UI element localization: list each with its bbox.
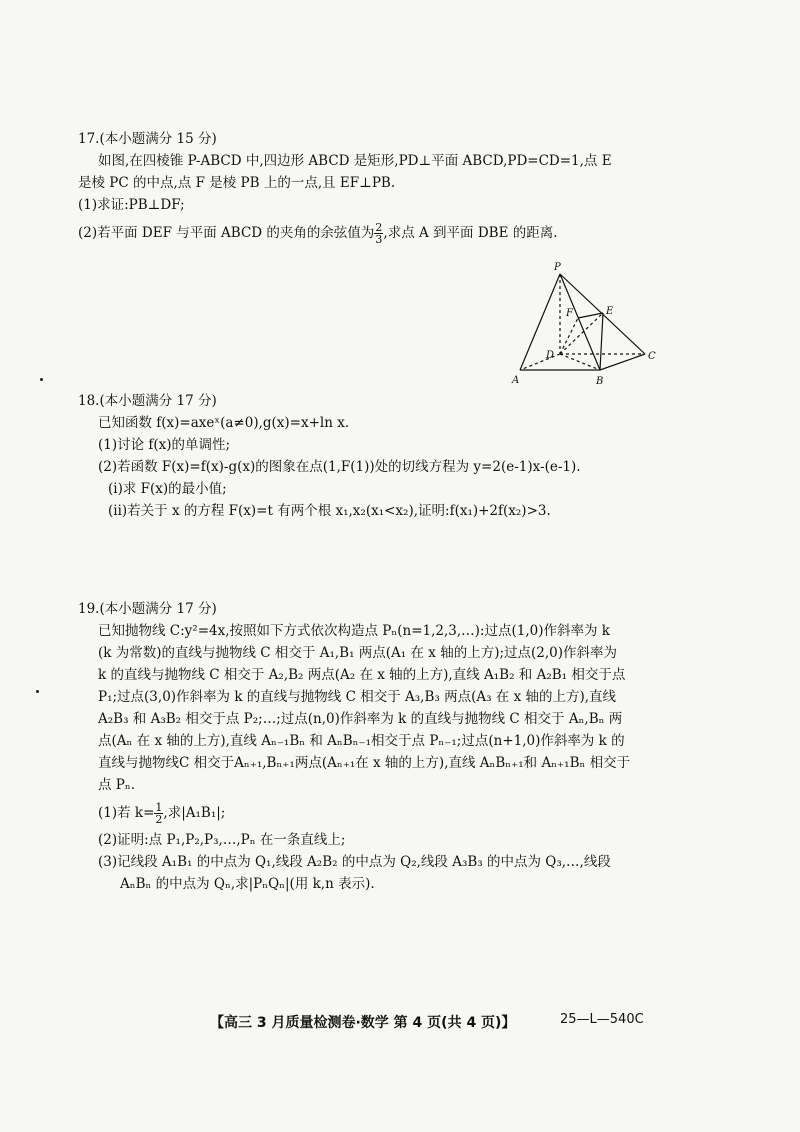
q19-header: 19.(本小题满分 17 分)	[78, 601, 217, 617]
question-18	[78, 390, 678, 522]
exam-code: 25—L—540C	[560, 1012, 644, 1027]
q19-frac-den: 2	[155, 813, 163, 826]
q19-body-line-4: P₁;过点(3,0)作斜率为 k 的直线与抛物线 C 相交于 A₃,B₃ 两点(A₃ 在 x 轴的上方),直线	[98, 689, 617, 705]
q19-body-line-1: 已知抛物线 C:y²=4x,按照如下方式依次构造点 Pₙ(n=1,2,3,…):过点(1,0)作斜率为 k	[98, 623, 610, 639]
q17-header: 17.(本小题满分 15 分)	[78, 131, 217, 147]
q17-body-line-1: 如图,在四棱锥 P-ABCD 中,四边形 ABCD 是矩形,PD⊥平面 ABCD,PD=CD=1,点 E	[98, 153, 612, 169]
label-D: D	[546, 350, 555, 361]
edge-EB	[600, 313, 603, 370]
q19-body-line-5: A₂B₃ 和 A₃B₂ 相交于点 P₂;…;过点(n,0)作斜率为 k 的直线与抛物线 C 相交于 Aₙ,Bₙ 两	[98, 711, 623, 727]
q19-part-3-line-1: (3)记线段 A₁B₁ 的中点为 Q₁,线段 A₂B₂ 的中点为 Q₂,线段 A₃B₃ 的中点为 Q₃,…,线段	[98, 854, 611, 870]
q17-part-2-text: (2)若平面 DEF 与平面 ABCD 的夹角的余弦值为	[78, 225, 375, 241]
edge-DF	[560, 318, 578, 354]
q17-part-2-tail: ,求点 A 到平面 DBE 的距离.	[383, 225, 558, 241]
question-17	[78, 128, 678, 245]
q19-body-line-8: 点 Pₙ.	[98, 777, 136, 793]
scan-speck	[36, 690, 39, 693]
q18-line-2: (1)讨论 f(x)的单调性;	[98, 437, 231, 453]
q19-part-1-text: (1)若 k=	[98, 805, 155, 821]
label-E: E	[606, 306, 614, 317]
page-footer-title: 【高三 3 月质量检测卷·数学 第 4 页(共 4 页)】	[210, 1015, 516, 1031]
label-A: A	[512, 375, 520, 386]
label-C: C	[648, 351, 656, 362]
q19-part-2: (2)证明:点 P₁,P₂,P₃,…,Pₙ 在一条直线上;	[98, 832, 346, 848]
q19-part-3-line-2: AₙBₙ 的中点为 Qₙ,求|PₙQₙ|(用 k,n 表示).	[120, 876, 375, 892]
pyramid-figure	[500, 258, 670, 390]
edge-DE	[560, 313, 603, 354]
q17-body-line-2: 是棱 PC 的中点,点 F 是棱 PB 上的一点,且 EF⊥PB.	[78, 175, 396, 191]
question-19	[78, 598, 678, 895]
edge-PB	[560, 274, 600, 370]
q19-part-1-tail: ,求|A₁B₁|;	[163, 805, 226, 821]
q19-body-line-6: 点(Aₙ 在 x 轴的上方),直线 Aₙ₋₁Bₙ 和 AₙBₙ₋₁相交于点 Pₙ₋₁;过点(n+1,0)作斜率为 k 的	[98, 733, 625, 749]
q19-body-line-2: (k 为常数)的直线与抛物线 C 相交于 A₁,B₁ 两点(A₁ 在 x 轴的上方);过点(2,0)作斜率为	[98, 645, 618, 661]
q18-line-4: (ⅰ)求 F(x)的最小值;	[108, 481, 227, 497]
label-F: F	[566, 308, 573, 319]
q19-frac-num: 1	[155, 801, 163, 814]
q19-part-1	[78, 802, 678, 825]
q19-body-line-3: k 的直线与抛物线 C 相交于 A₂,B₂ 两点(A₂ 在 x 轴的上方),直线 A₁B₂ 和 A₂B₁ 相交于点	[98, 667, 626, 683]
edge-FE	[578, 313, 603, 318]
q19-body-line-7: 直线与抛物线C 相交于Aₙ₊₁,Bₙ₊₁两点(Aₙ₊₁在 x 轴的上方),直线 AₙBₙ₊₁和 Aₙ₊₁Bₙ 相交于	[98, 755, 631, 771]
edge-BC	[600, 354, 645, 370]
q18-header: 18.(本小题满分 17 分)	[78, 393, 217, 409]
q18-line-3: (2)若函数 F(x)=f(x)-g(x)的图象在点(1,F(1))处的切线方程为 y=2(e-1)x-(e-1).	[98, 459, 581, 475]
q17-frac-den: 3	[375, 233, 383, 246]
q18-line-5: (ⅱ)若关于 x 的方程 F(x)=t 有两个根 x₁,x₂(x₁<x₂),证明:f(x₁)+2f(x₂)>3.	[108, 503, 551, 519]
label-B: B	[596, 376, 604, 387]
q17-part-1: (1)求证:PB⊥DF;	[78, 197, 185, 213]
q17-frac-num: 2	[375, 221, 383, 234]
label-P: P	[554, 262, 561, 273]
q17-part-2	[78, 222, 678, 245]
scan-speck	[40, 378, 43, 381]
q18-line-1: 已知函数 f(x)=axeˣ(a≠0),g(x)=x+ln x.	[98, 415, 350, 431]
